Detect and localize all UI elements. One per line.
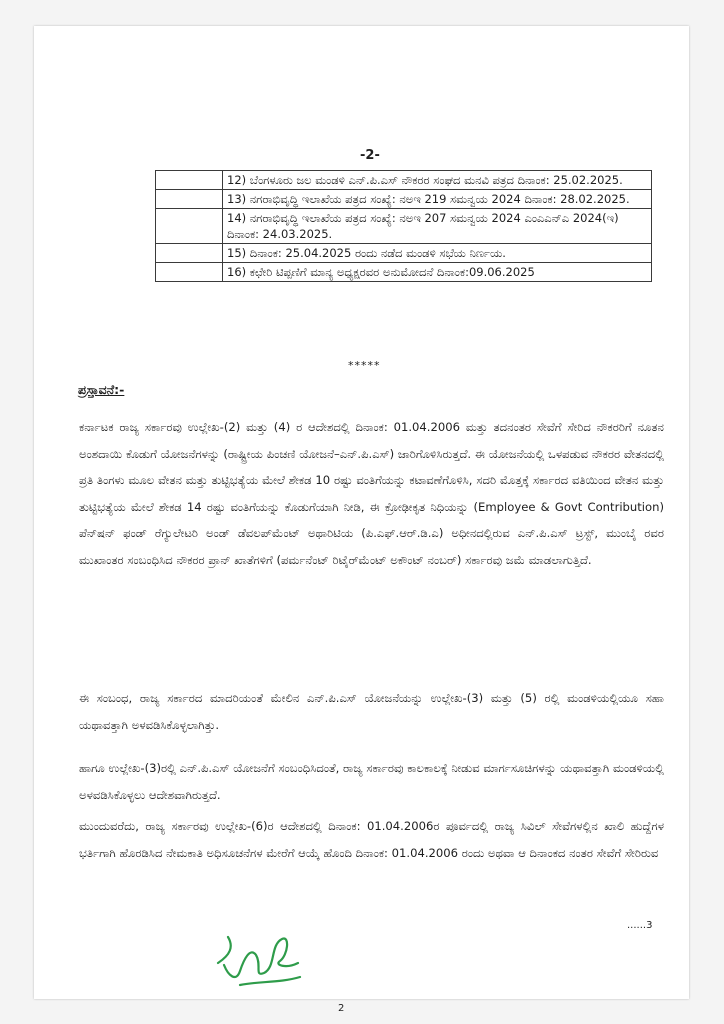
paragraph-3: ಹಾಗೂ ಉಲ್ಲೇಖ-(3)ರಲ್ಲಿ ಎನ್.ಪಿ.ಎಸ್ ಯೋಜನೆಗೆ ಸಂಬಂಧಿಸಿದಂತೆ, ರಾಜ್ಯ ಸರ್ಕಾರವು ಕಾಲಕಾಲಕ್ಕೆ ನೀಡುವ ಮಾರ್ಗಸೂಚಿಗಳನ್ನು ಯಥಾವತ್ತಾಗಿ ಮಂಡಳಿಯಲ್ಲಿ ಅಳವಡಿಸಿಕೊಳ್ಳಲು ಆದೇಶವಾಗಿರುತ್ತದೆ.	[79, 761, 664, 802]
table-cell-blank	[156, 171, 223, 190]
page-marker: -2-	[360, 148, 380, 163]
signature-icon	[210, 925, 310, 995]
table-cell-blank	[156, 209, 223, 244]
reference-item: 16) ಕಛೇರಿ ಟಿಪ್ಪಣಿಗೆ ಮಾನ್ಯ ಅಧ್ಯಕ್ಷರವರ ಅನುಮೋದನೆ ದಿನಾಂಕ:09.06.2025	[223, 263, 652, 282]
section-separator: *****	[348, 359, 381, 372]
reference-item: 14) ನಗರಾಭಿವೃದ್ಧಿ ಇಲಾಖೆಯ ಪತ್ರದ ಸಂಖ್ಯೆ: ನಅಇ 207 ಸಮನ್ವಯ 2024 ಎಂಎಎನ್‌ಎ 2024(ಇ) ದಿನಾಂಕ: 24.03.2025.	[223, 209, 652, 244]
table-cell-blank	[156, 263, 223, 282]
table-row	[156, 209, 652, 244]
reference-item: 12) ಬೆಂಗಳೂರು ಜಲ ಮಂಡಳಿ ಎನ್.ಪಿ.ಎಸ್ ನೌಕರರ ಸಂಘದ ಮನವಿ ಪತ್ರದ ದಿನಾಂಕ: 25.02.2025.	[223, 171, 652, 190]
table-cell-blank	[156, 190, 223, 209]
table-row	[156, 244, 652, 263]
table-row	[156, 171, 652, 190]
paragraph-4: ಮುಂದುವರೆದು, ರಾಜ್ಯ ಸರ್ಕಾರವು ಉಲ್ಲೇಖ-(6)ರ ಆದೇಶದಲ್ಲಿ ದಿನಾಂಕ: 01.04.2006ರ ಪೂರ್ವದಲ್ಲಿ ರಾಜ್ಯ ಸಿವಿಲ್ ಸೇವೆಗಳಲ್ಲಿನ ಖಾಲಿ ಹುದ್ದೆಗಳ ಭರ್ತಿಗಾಗಿ ಹೊರಡಿಸಿದ ನೇಮಕಾತಿ ಅಧಿಸೂಚನೆಗಳ ಮೇರೆಗೆ ಆಯ್ಕೆ ಹೊಂದಿ ದಿನಾಂಕ: 01.04.2006 ರಂದು ಅಥವಾ ಆ ದಿನಾಂಕದ ನಂತರ ಸೇವೆಗೆ ಸೇರಿರುವ	[79, 819, 664, 860]
paragraph-1: ಕರ್ನಾಟಕ ರಾಜ್ಯ ಸರ್ಕಾರವು ಉಲ್ಲೇಖ-(2) ಮತ್ತು (4) ರ ಆದೇಶದಲ್ಲಿ ದಿನಾಂಕ: 01.04.2006 ಮತ್ತು ತದನಂತರ ಸೇವೆಗೆ ಸೇರಿದ ನೌಕರರಿಗೆ ನೂತನ ಅಂಶದಾಯಿ ಕೊಡುಗೆ ಯೋಜನೆಗಳನ್ನು (ರಾಷ್ಟ್ರೀಯ ಪಿಂಚಣಿ ಯೋಜನೆ–ಎನ್.ಪಿ.ಎಸ್) ಜಾರಿಗೊಳಿಸಿರುತ್ತದೆ. ಈ ಯೋಜನೆಯಲ್ಲಿ ಒಳಪಡುವ ನೌಕರರ ವೇತನದಲ್ಲಿ ಪ್ರತಿ ತಿಂಗಳು ಮೂಲ ವೇತನ ಮತ್ತು ತುಟ್ಟಿಭತ್ಯೆಯ ಮೇಲೆ ಶೇಕಡ 10 ರಷ್ಟು ವಂತಿಗೆಯನ್ನು ಕಟಾವಣೆಗೊಳಿಸಿ, ಸದರಿ ಮೊತ್ತಕ್ಕೆ ಸರ್ಕಾರದ ವತಿಯಿಂದ ವೇತನ ಮತ್ತು ತುಟ್ಟಿಭತ್ಯೆಯ ಮೇಲೆ ಶೇಕಡ 14 ರಷ್ಟು ವಂತಿಗೆಯನ್ನು ಕೊಡುಗೆಯಾಗಿ ನೀಡಿ, ಈ ಕ್ರೋಢೀಕೃತ ನಿಧಿಯನ್ನು (Employee & Govt Contribution) ಪೆನ್‌ಷನ್ ಫಂಡ್ ರೆಗ್ಯುಲೇಟರಿ ಅಂಡ್ ಡೆವಲಪ್‌ಮೆಂಟ್ ಅಥಾರಿಟಿಯ (ಪಿ.ಎಫ್.ಆರ್.ಡಿ.ಎ) ಅಧೀನದಲ್ಲಿರುವ ಎನ್.ಪಿ.ಎಸ್ ಟ್ರಸ್ಟ್, ಮುಂಬೈ ರವರ ಮುಖಾಂತರ ಸಂಬಂಧಿಸಿದ ನೌಕರರ ಪ್ರಾನ್ ಖಾತೆಗಳಿಗೆ (ಪರ್ಮನೆಂಟ್ ರಿಟೈರ್‌ಮೆಂಟ್ ಅಕೌಂಟ್ ನಂಬರ್) ಸರ್ಕಾರವು ಜಮೆ ಮಾಡಲಾಗುತ್ತಿದೆ.	[79, 420, 664, 567]
table-row	[156, 263, 652, 282]
table-cell-blank	[156, 244, 223, 263]
reference-item: 13) ನಗರಾಭಿವೃದ್ಧಿ ಇಲಾಖೆಯ ಪತ್ರದ ಸಂಖ್ಯೆ: ನಅಇ 219 ಸಮನ್ವಯ 2024 ದಿನಾಂಕ: 28.02.2025.	[223, 190, 652, 209]
section-heading: ಪ್ರಸ್ತಾವನೆ:-	[78, 382, 125, 397]
reference-item: 15) ದಿನಾಂಕ: 25.04.2025 ರಂದು ನಡೆದ ಮಂಡಳಿ ಸಭೆಯ ನಿರ್ಣಯ.	[223, 244, 652, 263]
footer-page-number: 2	[338, 1003, 345, 1014]
continuation-marker: ......3	[627, 920, 653, 931]
reference-table	[155, 170, 652, 282]
paragraph-2: ಈ ಸಂಬಂಧ, ರಾಜ್ಯ ಸರ್ಕಾರದ ಮಾದರಿಯಂತೆ ಮೇಲಿನ ಎನ್.ಪಿ.ಎಸ್ ಯೋಜನೆಯನ್ನು ಉಲ್ಲೇಖ-(3) ಮತ್ತು (5) ರಲ್ಲಿ ಮಂಡಳಿಯಲ್ಲಿಯೂ ಸಹಾ ಯಥಾವತ್ತಾಗಿ ಅಳವಡಿಸಿಕೊಳ್ಳಲಾಗಿತ್ತು.	[79, 691, 664, 732]
table-row	[156, 190, 652, 209]
